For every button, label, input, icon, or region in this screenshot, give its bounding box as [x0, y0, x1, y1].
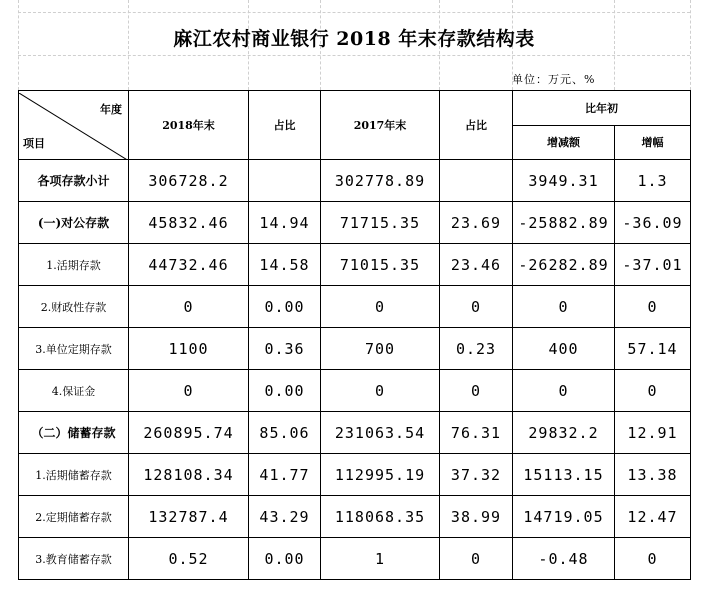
value-2018: 45832.46	[129, 202, 249, 244]
row-label: 3.单位定期存款	[19, 328, 129, 370]
ratio-2018: 14.58	[249, 244, 321, 286]
change-amount: -0.48	[513, 538, 615, 580]
ratio-2018: 0.00	[249, 370, 321, 412]
value-2017: 231063.54	[321, 412, 440, 454]
table-row	[19, 412, 691, 454]
ratio-2017	[440, 160, 513, 202]
growth-rate: 13.38	[615, 454, 691, 496]
change-amount: 0	[513, 370, 615, 412]
value-2017: 302778.89	[321, 160, 440, 202]
ratio-2018: 0.36	[249, 328, 321, 370]
ratio-2018: 41.77	[249, 454, 321, 496]
change-amount: -25882.89	[513, 202, 615, 244]
table-row	[19, 328, 691, 370]
ratio-2018: 0.00	[249, 286, 321, 328]
growth-rate: 57.14	[615, 328, 691, 370]
table-row	[19, 244, 691, 286]
table-row	[19, 286, 691, 328]
ratio-2018: 14.94	[249, 202, 321, 244]
change-amount: 15113.15	[513, 454, 615, 496]
header-compare: 比年初	[513, 91, 691, 126]
gridline	[18, 12, 690, 13]
growth-rate: 0	[615, 538, 691, 580]
value-2017: 700	[321, 328, 440, 370]
change-amount: -26282.89	[513, 244, 615, 286]
table-row	[19, 496, 691, 538]
value-2017: 0	[321, 370, 440, 412]
value-2018: 260895.74	[129, 412, 249, 454]
page-title: 麻江农村商业银行 2018 年末存款结构表	[173, 28, 535, 50]
change-amount: 29832.2	[513, 412, 615, 454]
ratio-2017: 0	[440, 286, 513, 328]
header-growth: 增幅	[615, 125, 691, 160]
row-label: （二）储蓄存款	[19, 412, 129, 454]
ratio-2017: 23.69	[440, 202, 513, 244]
growth-rate: 0	[615, 370, 691, 412]
change-amount: 400	[513, 328, 615, 370]
header-ratio-2017: 占比	[440, 91, 513, 160]
row-label: 1.活期存款	[19, 244, 129, 286]
value-2018: 0	[129, 286, 249, 328]
table-row	[19, 454, 691, 496]
ratio-2017: 23.46	[440, 244, 513, 286]
growth-rate: 12.91	[615, 412, 691, 454]
header-ratio-2018: 占比	[249, 91, 321, 160]
ratio-2018: 85.06	[249, 412, 321, 454]
header-change: 增减额	[513, 125, 615, 160]
header-item: 项目	[23, 137, 45, 150]
change-amount: 3949.31	[513, 160, 615, 202]
growth-rate: 12.47	[615, 496, 691, 538]
row-label: 4.保证金	[19, 370, 129, 412]
ratio-2017: 37.32	[440, 454, 513, 496]
value-2018: 44732.46	[129, 244, 249, 286]
row-label: 1.活期储蓄存款	[19, 454, 129, 496]
row-label: 2.定期储蓄存款	[19, 496, 129, 538]
unit-label: 单位：万元、%	[512, 73, 596, 86]
ratio-2018: 0.00	[249, 538, 321, 580]
value-2017: 71715.35	[321, 202, 440, 244]
ratio-2017: 38.99	[440, 496, 513, 538]
value-2017: 118068.35	[321, 496, 440, 538]
value-2018: 1100	[129, 328, 249, 370]
ratio-2018	[249, 160, 321, 202]
value-2017: 0	[321, 286, 440, 328]
row-label: (一)对公存款	[19, 202, 129, 244]
header-year: 年度	[100, 103, 122, 116]
change-amount: 0	[513, 286, 615, 328]
growth-rate: 1.3	[615, 160, 691, 202]
value-2017: 1	[321, 538, 440, 580]
ratio-2017: 76.31	[440, 412, 513, 454]
value-2018: 0	[129, 370, 249, 412]
growth-rate: -37.01	[615, 244, 691, 286]
gridline	[18, 55, 690, 56]
ratio-2017: 0.23	[440, 328, 513, 370]
gridline	[690, 0, 691, 90]
table-row	[19, 538, 691, 580]
table-row	[19, 202, 691, 244]
row-label: 3.教育储蓄存款	[19, 538, 129, 580]
deposit-structure-table	[18, 90, 691, 580]
diagonal-header-cell	[19, 91, 129, 160]
growth-rate: -36.09	[615, 202, 691, 244]
table-row	[19, 160, 691, 202]
ratio-2018: 43.29	[249, 496, 321, 538]
value-2017: 71015.35	[321, 244, 440, 286]
value-2018: 132787.4	[129, 496, 249, 538]
table-row	[19, 370, 691, 412]
row-label: 2.财政性存款	[19, 286, 129, 328]
header-2018: 2018年末	[129, 91, 249, 160]
value-2018: 128108.34	[129, 454, 249, 496]
header-2017: 2017年末	[321, 91, 440, 160]
change-amount: 14719.05	[513, 496, 615, 538]
value-2018: 0.52	[129, 538, 249, 580]
ratio-2017: 0	[440, 538, 513, 580]
value-2018: 306728.2	[129, 160, 249, 202]
row-label: 各项存款小计	[19, 160, 129, 202]
growth-rate: 0	[615, 286, 691, 328]
ratio-2017: 0	[440, 370, 513, 412]
value-2017: 112995.19	[321, 454, 440, 496]
